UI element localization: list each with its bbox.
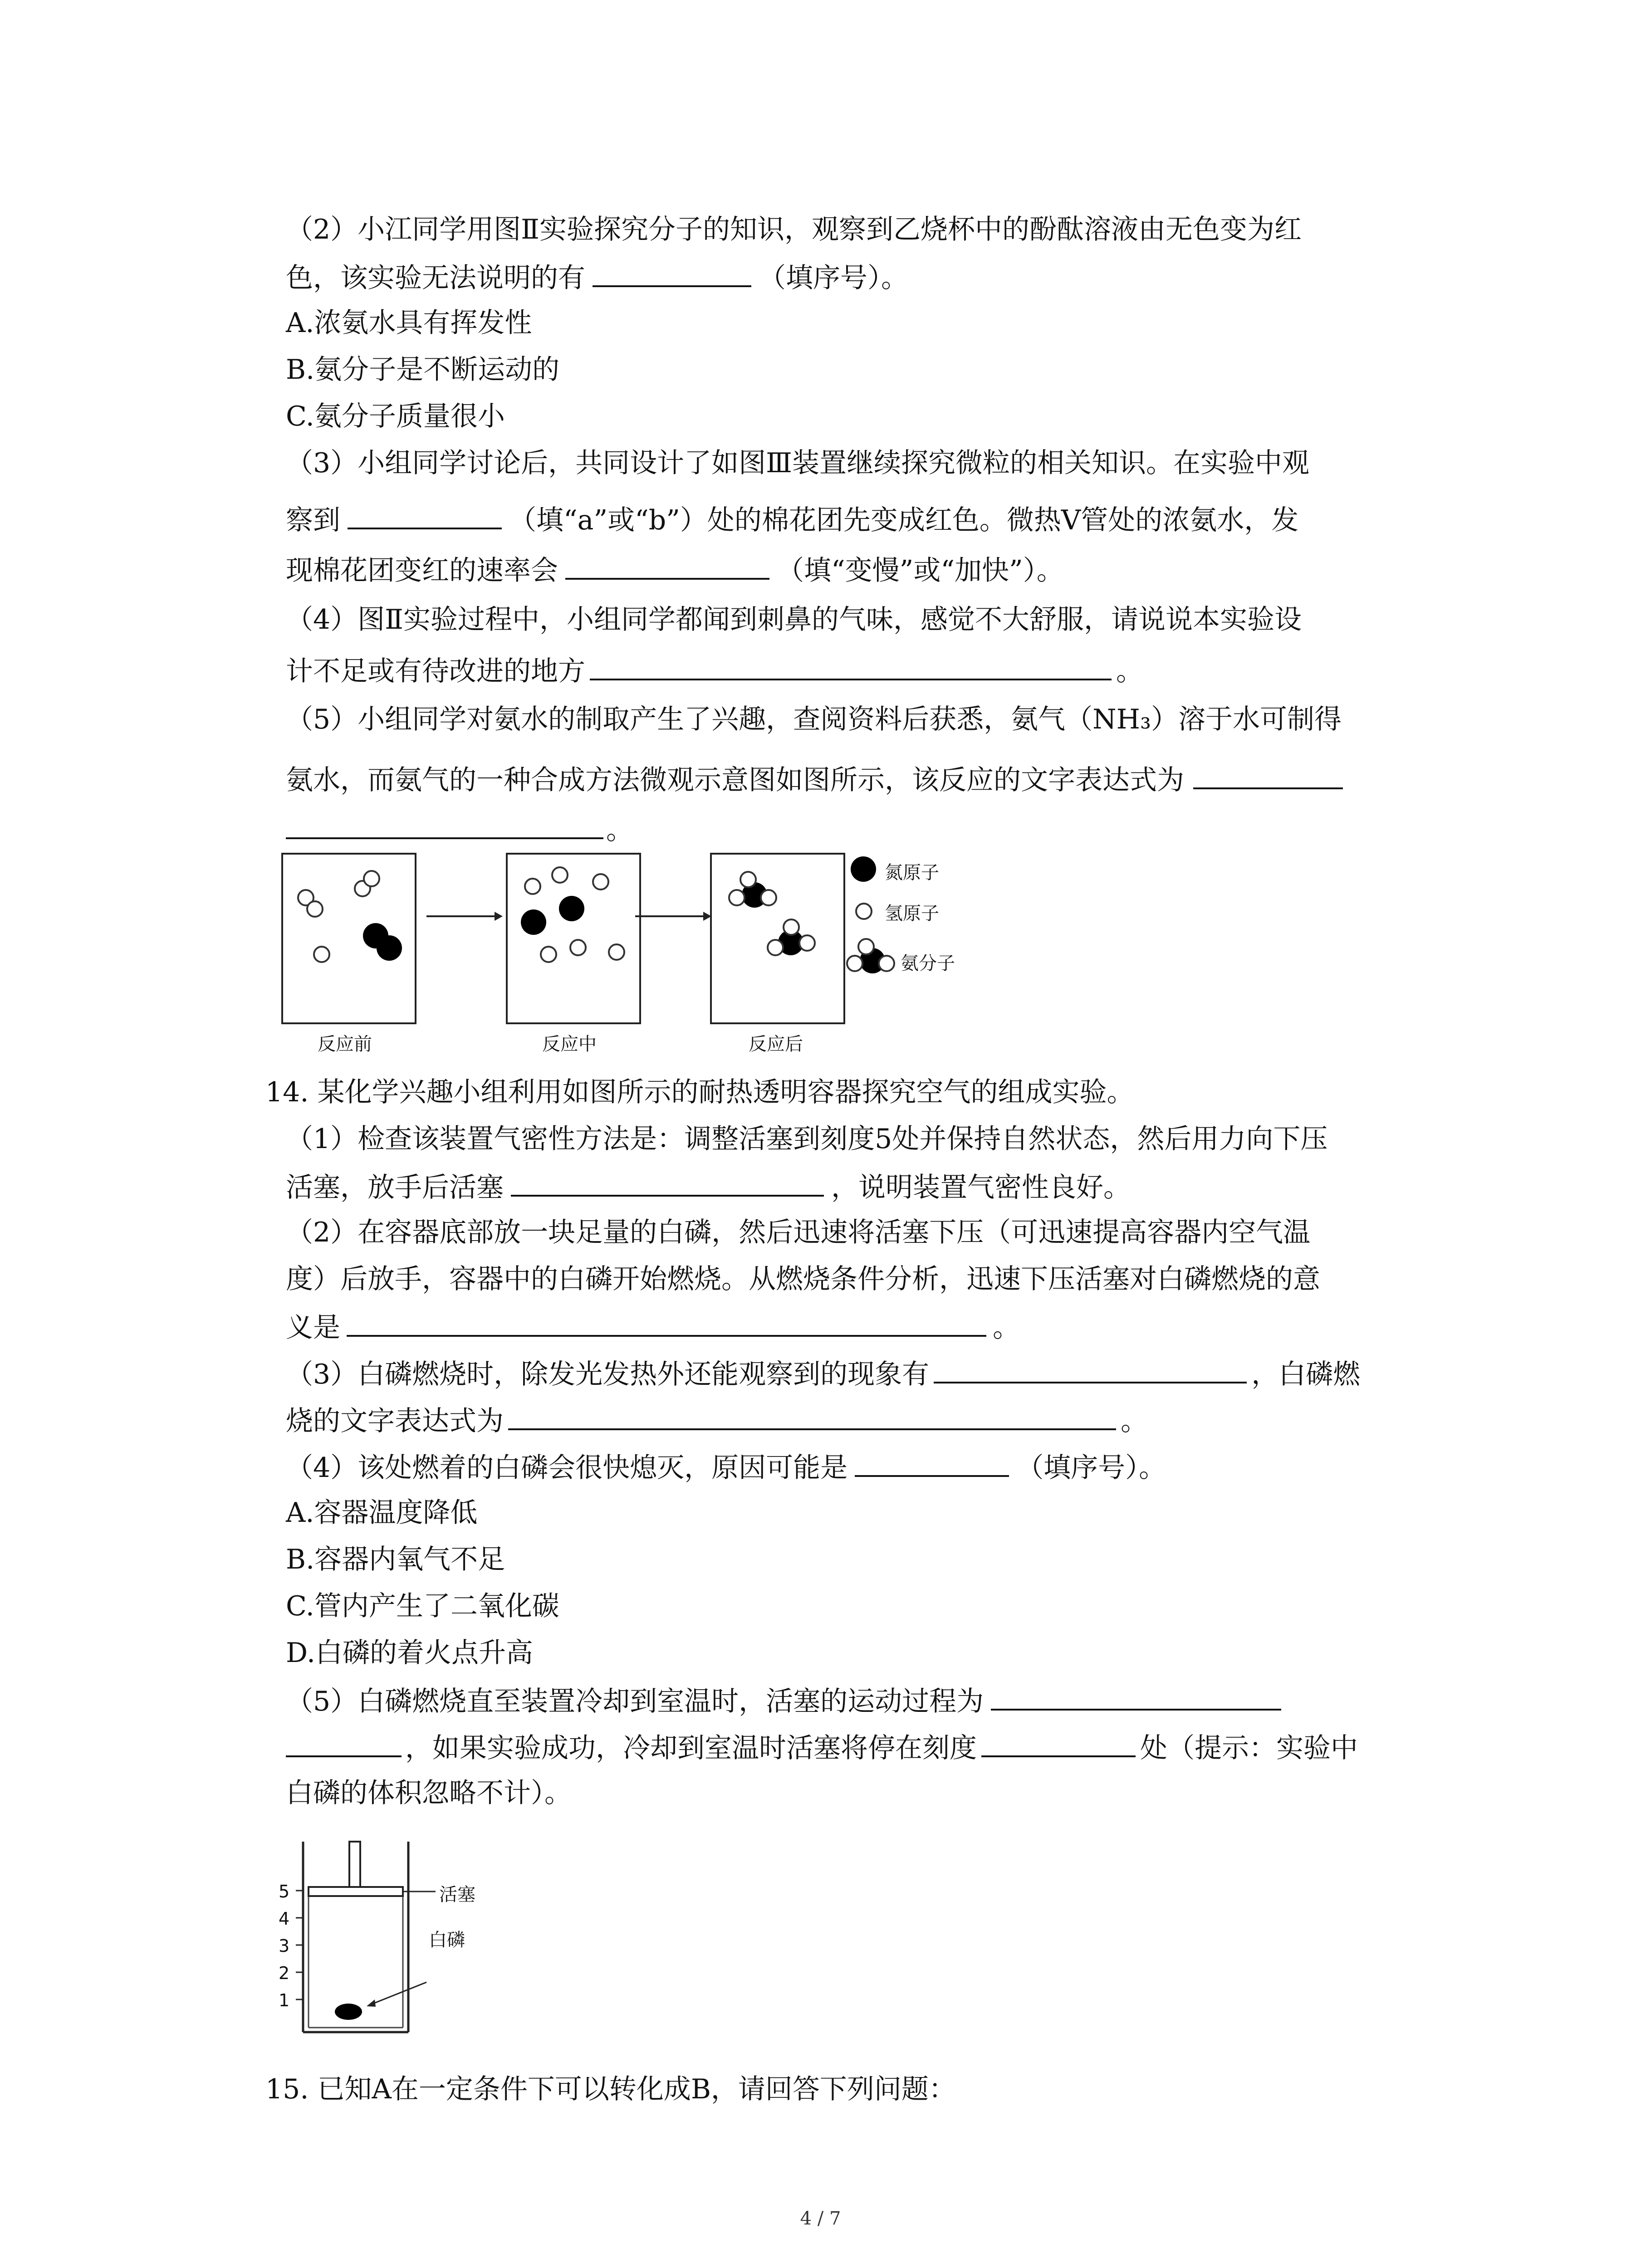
answer-blank[interactable] [1193,762,1343,789]
legend-nitrogen-icon [851,856,876,882]
hydrogen-atom [306,900,323,918]
arrow-icon [635,907,712,925]
hydrogen-atom [569,939,587,956]
box-after [710,853,845,1024]
q14-2-line1: （2）在容器底部放一块足量的白磷，然后迅速将活塞下压（可迅速提高容器内空气温 [286,1217,1311,1248]
box-middle [506,853,641,1024]
hydrogen-atom [760,889,777,906]
scale-mark-4: 4 [279,1909,290,1929]
q14-4-option-a: A.容器温度降低 [286,1497,478,1529]
q14-3-line1: （3）白磷燃烧时，除发光发热外还能观察到的现象有 ，白磷燃 [286,1356,1360,1391]
label-white-phosphorus: 白磷 [429,1930,465,1950]
scale-mark-1: 1 [279,1990,290,2010]
hydrogen-atom [728,889,745,906]
label-middle: 反应中 [542,1034,597,1055]
legend-hydrogen-label: 氢原子 [885,903,939,924]
answer-blank[interactable] [855,1450,1009,1477]
hydrogen-atom [740,871,757,888]
q14-4-option-b: B.容器内氧气不足 [286,1544,505,1575]
label-piston: 活塞 [439,1884,475,1905]
answer-blank[interactable] [991,1683,1281,1711]
q14-1-line1: （1）检查该装置气密性方法是：调整活塞到刻度5处并保持自然状态，然后用力向下压 [286,1123,1328,1155]
answer-blank[interactable] [347,1310,986,1337]
hydrogen-atom [592,873,609,890]
scale-mark-2: 2 [279,1963,290,1983]
q14-5-line3: 白磷的体积忽略不计）。 [286,1777,572,1809]
q14-2-line2: 度）后放手，容器中的白磷开始燃烧。从燃烧条件分析，迅速下压活塞对白磷燃烧的意 [286,1263,1320,1295]
q14-1-line2: 活塞，放手后活塞 ，说明装置气密性良好。 [286,1169,1131,1204]
answer-blank[interactable] [934,1356,1247,1383]
legend-ammonia-icon [878,955,895,972]
q13-2-line2: 色，该实验无法说明的有 （填序号）。 [286,260,908,294]
legend-ammonia-label: 氨分子 [901,953,955,974]
q15-stem: 15. 已知A在一定条件下可以转化成B，请回答下列问题： [265,2073,956,2105]
answer-blank[interactable] [593,260,751,287]
label-before: 反应前 [318,1034,372,1055]
legend-ammonia-icon [846,955,863,972]
scale-mark-5: 5 [279,1882,290,1901]
q14-5-line1: （5）白磷燃烧直至装置冷却到室温时，活塞的运动过程为 [286,1683,1281,1718]
hydrogen-atom [551,866,568,884]
q13-2-option-c: C.氨分子质量很小 [286,401,505,432]
answer-blank[interactable] [508,1403,1116,1430]
q14-stem: 14. 某化学兴趣小组利用如图所示的耐热透明容器探究空气的组成实验。 [265,1076,1134,1108]
arrow-icon [426,907,504,925]
answer-blank[interactable] [286,1730,402,1757]
page-number: 4 / 7 [800,2208,841,2229]
q13-4-line1: （4）图Ⅱ实验过程中，小组同学都闻到刺鼻的气味，感觉不大舒服，请说说本实验设 [286,604,1302,635]
nitrogen-atom [377,935,402,961]
nitrogen-atom [521,909,546,935]
answer-blank[interactable] [565,552,769,580]
hydrogen-atom [313,946,330,963]
q13-5-line3: 。 [286,812,633,846]
answer-blank[interactable] [348,502,502,529]
q14-4-option-c: C.管内产生了二氧化碳 [286,1590,559,1622]
hydrogen-atom [783,919,800,936]
answer-blank[interactable] [590,653,1112,680]
hydrogen-atom [540,946,557,963]
q14-5-line2: ，如果实验成功，冷却到室温时活塞将停在刻度 处（提示：实验中 [286,1730,1358,1765]
q13-4-line2: 计不足或有待改进的地方 。 [286,653,1143,688]
hydrogen-atom [363,870,380,887]
q13-5-line2: 氨水，而氨气的一种合成方法微观示意图如图所示，该反应的文字表达式为 [286,762,1343,797]
legend-nitrogen-label: 氮原子 [885,862,939,883]
hydrogen-atom [798,934,816,952]
q13-2-option-b: B.氨分子是不断运动的 [286,354,560,386]
q13-2-option-a: A.浓氨水具有挥发性 [286,307,532,339]
nitrogen-atom [559,896,584,921]
q14-2-line3: 义是 。 [286,1310,1020,1344]
q14-3-line2: 烧的文字表达式为 。 [286,1403,1148,1437]
q13-3-line2: 察到 （填“a”或“b”）处的棉花团先变成红色。微热V管处的浓氨水，发 [286,502,1298,537]
scale-mark-3: 3 [279,1936,290,1956]
q13-3-line3: 现棉花团变红的速率会 （填“变慢”或“加快”）。 [286,552,1064,587]
legend-ammonia-icon [857,938,875,955]
label-after: 反应后 [749,1034,803,1055]
answer-blank[interactable] [981,1730,1136,1757]
q13-5-line1: （5）小组同学对氨水的制取产生了兴趣，查阅资料后获悉，氨气（NH₃）溶于水可制得 [286,704,1342,735]
q13-3-line1: （3）小组同学讨论后，共同设计了如图Ⅲ装置继续探究微粒的相关知识。在实验中观 [286,447,1310,479]
container-svg [272,1833,508,2037]
answer-blank[interactable] [511,1169,824,1197]
q14-4-line1: （4）该处燃着的白磷会很快熄灭，原因可能是 （填序号）。 [286,1450,1166,1484]
q13-2-line1: （2）小江同学用图Ⅱ实验探究分子的知识，观察到乙烧杯中的酚酞溶液由无色变为红 [286,214,1302,245]
q14-4-option-d: D.白磷的着火点升高 [286,1637,534,1669]
hydrogen-atom [608,943,625,961]
legend-hydrogen-icon [855,903,872,920]
hydrogen-atom [767,939,784,956]
hydrogen-atom [524,878,541,895]
answer-blank[interactable] [286,812,603,839]
